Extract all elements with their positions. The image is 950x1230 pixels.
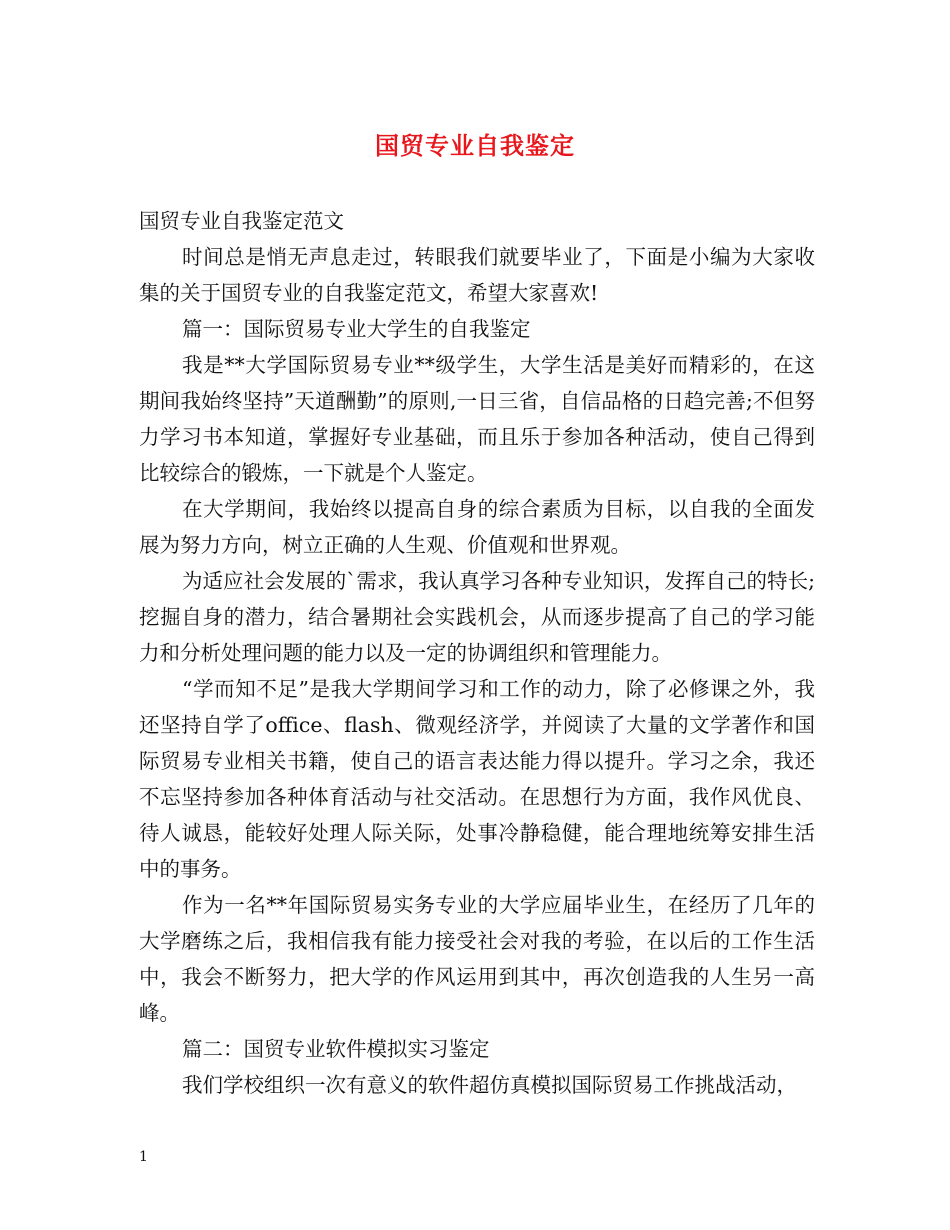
paragraph: 我是**大学国际贸易专业**级学生，大学生活是美好而精彩的，在这期间我始终坚持”天道酬勤”的原则,一日三省，自信品格的日趋完善;不但努力学习书本知道，掌握好专业基础，而且乐于参加各种活动，使自己得到比较综合的锻炼，一下就是个人鉴定。 (139, 353, 815, 485)
paragraph: 在大学期间，我始终以提高自身的综合素质为目标，以自我的全面发展为努力方向，树立正确的人生观、价值观和世界观。 (139, 497, 815, 557)
paragraph: “学而知不足”是我大学期间学习和工作的动力，除了必修课之外，我还坚持自学了office、flash、微观经济学，并阅读了大量的文学著作和国际贸易专业相关书籍，使自己的语言表达能力得以提升。学习之余，我还不忘坚持参加各种体育活动与社交活动。在思想行为方面，我作风优良、待人诚恳，能较好处理人际关际，处事冷静稳健，能合理地统筹安排生活中的事务。 (139, 677, 815, 881)
paragraph-intro: 时间总是悄无声息走过，转眼我们就要毕业了，下面是小编为大家收集的关于国贸专业的自我鉴定范文，希望大家喜欢! (139, 245, 815, 305)
paragraph: 我们学校组织一次有意义的软件超仿真模拟国际贸易工作挑战活动， (182, 1073, 797, 1097)
paragraph-subtitle: 国贸专业自我鉴定范文 (139, 209, 344, 233)
paragraph: 为适应社会发展的`需求，我认真学习各种专业知识，发挥自己的特长;挖掘自身的潜力，结合暑期社会实践机会，从而逐步提高了自己的学习能力和分析处理问题的能力以及一定的协调组织和管理能力。 (139, 569, 815, 665)
section-heading-2: 篇二：国贸专业软件模拟实习鉴定 (182, 1037, 490, 1061)
paragraph: 作为一名**年国际贸易实务专业的大学应届毕业生，在经历了几年的大学磨练之后，我相信我有能力接受社会对我的考验，在以后的工作生活中，我会不断努力，把大学的作风运用到其中，再次创造我的人生另一高峰。 (139, 893, 815, 1025)
page-number: 1 (139, 1149, 148, 1165)
document-title: 国贸专业自我鉴定 (375, 131, 575, 160)
section-heading-1: 篇一：国际贸易专业大学生的自我鉴定 (182, 317, 531, 341)
document-body (139, 203, 815, 1103)
